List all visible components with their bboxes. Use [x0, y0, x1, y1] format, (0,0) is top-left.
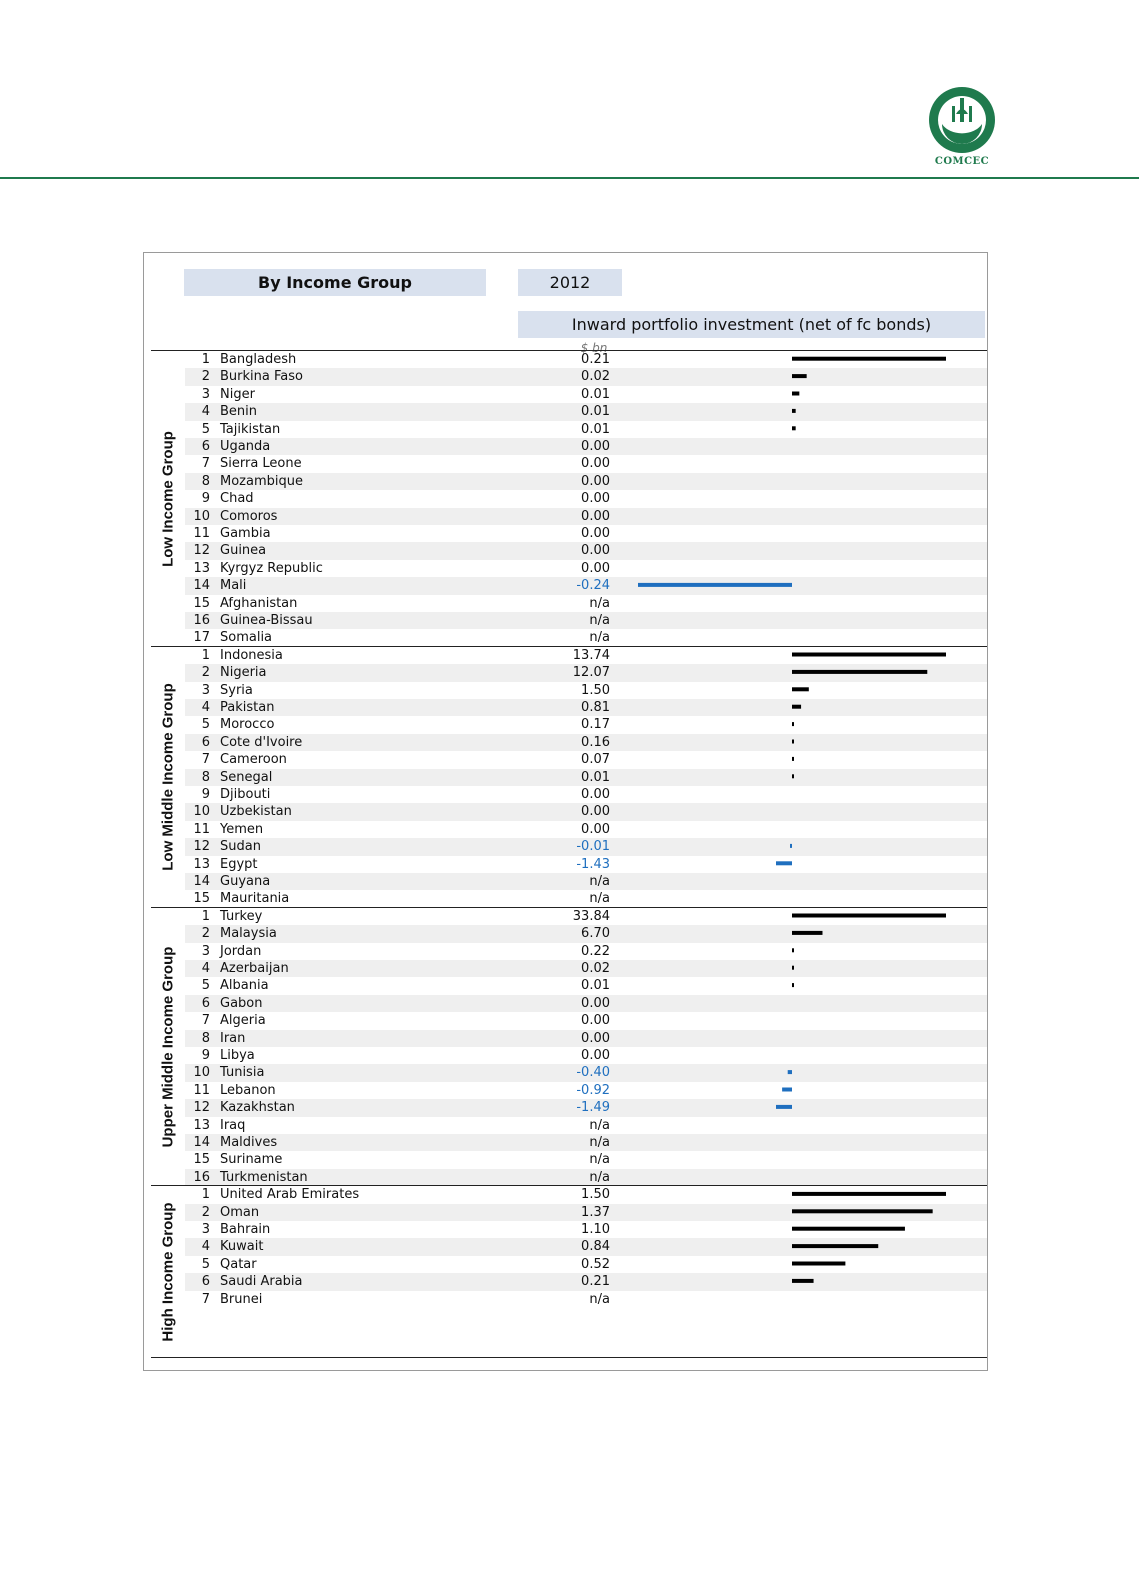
crescent-emblem-icon — [928, 84, 996, 156]
value-label: 0.00 — [581, 508, 610, 524]
value-label: 0.02 — [581, 960, 610, 976]
table-row — [185, 821, 987, 838]
rank: 10 — [193, 1065, 210, 1081]
rank: 3 — [201, 943, 210, 959]
country-name: Sierra Leone — [220, 456, 302, 472]
rank: 13 — [193, 856, 210, 872]
table-row — [185, 803, 987, 820]
country-name: Maldives — [220, 1134, 278, 1150]
rank: 9 — [201, 786, 210, 802]
rank: 2 — [201, 665, 210, 681]
value-label: -0.40 — [576, 1065, 610, 1081]
table-row — [185, 438, 987, 455]
country-name: Afghanistan — [220, 595, 298, 611]
country-name: Senegal — [220, 769, 273, 785]
value-label: 1.37 — [581, 1204, 610, 1220]
chart-year: 2012 — [518, 269, 622, 296]
chart-figure — [143, 252, 988, 1371]
value-label: -1.43 — [576, 856, 610, 872]
country-name: Niger — [220, 386, 255, 402]
value-label: 0.01 — [581, 978, 610, 994]
country-name: Mali — [220, 578, 247, 594]
table-row — [185, 838, 987, 855]
country-name: Malaysia — [220, 926, 277, 942]
value-label: 0.16 — [581, 734, 610, 750]
rank: 3 — [201, 386, 210, 402]
rank: 16 — [193, 1169, 210, 1185]
country-name: Iran — [220, 1030, 246, 1046]
country-name: Uzbekistan — [220, 804, 292, 820]
rank: 16 — [193, 613, 210, 628]
country-name: Guinea-Bissau — [220, 613, 313, 628]
table-row — [185, 1012, 987, 1029]
country-name: Bangladesh — [220, 352, 297, 367]
table-row — [185, 977, 987, 994]
rank: 12 — [193, 839, 210, 855]
table-row — [185, 856, 987, 873]
comcec-logo — [928, 84, 996, 174]
table-row — [185, 682, 987, 699]
rank: 8 — [201, 1030, 210, 1046]
rank: 4 — [201, 960, 210, 976]
table-row — [185, 421, 987, 438]
group-label: Low Income Group — [159, 430, 177, 567]
rank: 3 — [201, 1221, 210, 1237]
value-label: -0.92 — [576, 1082, 610, 1098]
rank: 10 — [193, 804, 210, 820]
group-label: Upper Middle Income Group — [159, 946, 177, 1148]
value-label: 0.02 — [581, 369, 610, 385]
value-label: -0.01 — [576, 839, 610, 855]
country-name: Kazakhstan — [220, 1100, 295, 1116]
rank: 6 — [201, 439, 210, 454]
rank: 4 — [201, 699, 210, 715]
rank: 11 — [193, 526, 210, 541]
country-name: Indonesia — [220, 647, 283, 663]
value-label: n/a — [589, 873, 610, 889]
value-label: 0.00 — [581, 1013, 610, 1029]
header-rule — [0, 177, 1139, 179]
group-label: High Income Group — [159, 1202, 177, 1342]
table-row — [185, 1186, 987, 1203]
rank: 6 — [201, 1274, 210, 1290]
value-label: 1.50 — [581, 682, 610, 698]
rank: 2 — [201, 1204, 210, 1220]
rank: 17 — [193, 630, 210, 646]
table-row — [185, 890, 987, 907]
value-label: 0.00 — [581, 456, 610, 472]
country-name: Brunei — [220, 1291, 263, 1307]
rank: 5 — [201, 1256, 210, 1272]
country-name: Lebanon — [220, 1082, 276, 1098]
value-label: 0.00 — [581, 786, 610, 802]
rank: 6 — [201, 734, 210, 750]
rank: 14 — [193, 578, 210, 594]
table-row — [185, 1047, 987, 1064]
country-name: Djibouti — [220, 786, 271, 802]
table-bottom-rule — [151, 1357, 987, 1358]
country-name: Burkina Faso — [220, 369, 303, 385]
value-label: 0.01 — [581, 421, 610, 437]
country-name: Gabon — [220, 995, 263, 1011]
rank: 13 — [193, 1117, 210, 1133]
value-label: 0.01 — [581, 386, 610, 402]
table-row — [185, 1030, 987, 1047]
rank: 13 — [193, 560, 210, 576]
table-row — [185, 960, 987, 977]
country-name: Egypt — [220, 856, 258, 872]
table-row — [185, 699, 987, 716]
rank: 7 — [201, 456, 210, 472]
table-row — [185, 1082, 987, 1099]
income-group — [151, 1185, 987, 1358]
value-label: n/a — [589, 1117, 610, 1133]
value-label: 0.01 — [581, 404, 610, 420]
rank: 2 — [201, 926, 210, 942]
country-name: Saudi Arabia — [220, 1274, 303, 1290]
value-label: n/a — [589, 1152, 610, 1168]
rank: 12 — [193, 1100, 210, 1116]
table-row — [185, 508, 987, 525]
value-label: 13.74 — [572, 647, 610, 663]
country-name: Turkey — [220, 908, 263, 924]
rank: 15 — [193, 891, 210, 907]
country-name: Gambia — [220, 526, 271, 541]
table-row — [185, 769, 987, 786]
rank: 1 — [201, 1187, 210, 1203]
rank: 6 — [201, 995, 210, 1011]
unit-label: $ bn — [580, 341, 608, 355]
value-label: 0.84 — [581, 1239, 610, 1255]
table-row — [185, 629, 987, 646]
value-label: n/a — [589, 595, 610, 611]
country-name: Pakistan — [220, 699, 275, 715]
value-label: 0.00 — [581, 995, 610, 1011]
table-row — [185, 1291, 987, 1308]
country-name: Tajikistan — [220, 421, 281, 437]
table-row — [185, 612, 987, 629]
rank: 9 — [201, 1047, 210, 1063]
rank: 14 — [193, 1134, 210, 1150]
rank: 7 — [201, 1013, 210, 1029]
country-name: United Arab Emirates — [220, 1187, 360, 1203]
table-row — [185, 351, 987, 368]
value-label: 0.81 — [581, 699, 610, 715]
rank: 9 — [201, 491, 210, 507]
table-row — [185, 873, 987, 890]
table-row — [185, 664, 987, 681]
country-name: Mauritania — [220, 891, 290, 907]
value-label: n/a — [589, 613, 610, 628]
country-name: Comoros — [220, 508, 278, 524]
rank: 1 — [201, 352, 210, 367]
rank: 10 — [193, 508, 210, 524]
value-label: 0.00 — [581, 804, 610, 820]
rank: 11 — [193, 821, 210, 837]
country-name: Nigeria — [220, 665, 267, 681]
series-label: Inward portfolio investment (net of fc bonds) — [518, 311, 985, 338]
country-name: Mozambique — [220, 473, 303, 489]
table-row — [185, 786, 987, 803]
table-row — [185, 542, 987, 559]
table-row — [185, 1151, 987, 1168]
value-label: 0.21 — [581, 1274, 610, 1290]
country-name: Turkmenistan — [220, 1169, 308, 1185]
table-row — [185, 403, 987, 420]
value-label: n/a — [589, 891, 610, 907]
country-name: Qatar — [220, 1256, 257, 1272]
table-row — [185, 1134, 987, 1151]
country-name: Benin — [220, 404, 258, 420]
table-row — [185, 1117, 987, 1134]
table-row — [185, 995, 987, 1012]
country-name: Cameroon — [220, 752, 287, 768]
table-row — [185, 751, 987, 768]
value-label: 1.10 — [581, 1221, 610, 1237]
rank: 15 — [193, 595, 210, 611]
table-row — [185, 1238, 987, 1255]
value-label: 0.00 — [581, 560, 610, 576]
income-group — [151, 350, 987, 647]
value-label: 0.00 — [581, 543, 610, 559]
income-group — [151, 907, 987, 1186]
value-label: 0.00 — [581, 439, 610, 454]
rank: 4 — [201, 404, 210, 420]
table-row — [185, 455, 987, 472]
value-label: 0.52 — [581, 1256, 610, 1272]
value-label: 0.00 — [581, 1030, 610, 1046]
rank: 1 — [201, 908, 210, 924]
table-row — [185, 1099, 987, 1116]
table-row — [185, 908, 987, 925]
country-name: Uganda — [220, 439, 271, 454]
table-row — [185, 734, 987, 751]
rank: 8 — [201, 769, 210, 785]
logo-text: COMCEC — [934, 156, 990, 167]
value-label: 6.70 — [581, 926, 610, 942]
table-row — [185, 525, 987, 542]
value-label: n/a — [589, 1291, 610, 1307]
value-label: n/a — [589, 630, 610, 646]
country-name: Cote d'Ivoire — [220, 734, 303, 750]
country-name: Suriname — [220, 1152, 283, 1168]
value-label: 0.00 — [581, 491, 610, 507]
table-row — [185, 647, 987, 664]
table-row — [185, 1064, 987, 1081]
country-name: Somalia — [220, 630, 273, 646]
rank: 5 — [201, 978, 210, 994]
value-label: -1.49 — [576, 1100, 610, 1116]
value-label: 0.17 — [581, 717, 610, 733]
country-name: Sudan — [220, 839, 261, 855]
country-name: Libya — [220, 1047, 255, 1063]
table-row — [185, 1273, 987, 1290]
value-label: 0.01 — [581, 769, 610, 785]
table-row — [185, 1169, 987, 1186]
country-name: Oman — [220, 1204, 260, 1220]
table-row — [185, 943, 987, 960]
rank: 1 — [201, 647, 210, 663]
rank: 14 — [193, 873, 210, 889]
table-row — [185, 1221, 987, 1238]
table-row — [185, 1204, 987, 1221]
value-label: n/a — [589, 1169, 610, 1185]
table-row — [185, 560, 987, 577]
table-row — [185, 595, 987, 612]
table-row — [185, 925, 987, 942]
country-name: Albania — [220, 978, 269, 994]
table-row — [185, 490, 987, 507]
rank: 11 — [193, 1082, 210, 1098]
table-row — [185, 473, 987, 490]
group-label: Low Middle Income Group — [159, 683, 177, 872]
income-group — [151, 646, 987, 908]
value-label: 0.07 — [581, 752, 610, 768]
country-name: Syria — [220, 682, 253, 698]
country-name: Tunisia — [220, 1065, 265, 1081]
rank: 5 — [201, 421, 210, 437]
value-label: 1.50 — [581, 1187, 610, 1203]
country-name: Kyrgyz Republic — [220, 560, 323, 576]
value-label: 0.22 — [581, 943, 610, 959]
country-name: Iraq — [220, 1117, 246, 1133]
country-name: Bahrain — [220, 1221, 271, 1237]
country-name: Morocco — [220, 717, 275, 733]
rank: 8 — [201, 473, 210, 489]
rank: 15 — [193, 1152, 210, 1168]
country-name: Guinea — [220, 543, 267, 559]
rank: 12 — [193, 543, 210, 559]
country-name: Guyana — [220, 873, 271, 889]
rank: 3 — [201, 682, 210, 698]
chart-title: By Income Group — [184, 269, 486, 296]
country-name: Jordan — [220, 943, 262, 959]
rank: 7 — [201, 752, 210, 768]
table-row — [185, 386, 987, 403]
rank: 5 — [201, 717, 210, 733]
country-name: Algeria — [220, 1013, 266, 1029]
value-label: -0.24 — [576, 578, 610, 594]
table-row — [185, 1256, 987, 1273]
value-label: 0.00 — [581, 526, 610, 541]
table-row — [185, 368, 987, 385]
country-name: Azerbaijan — [220, 960, 289, 976]
table-row — [185, 577, 987, 594]
country-name: Yemen — [220, 821, 264, 837]
rank: 7 — [201, 1291, 210, 1307]
value-label: 33.84 — [572, 908, 610, 924]
value-label: n/a — [589, 1134, 610, 1150]
country-name: Chad — [220, 491, 254, 507]
rank: 4 — [201, 1239, 210, 1255]
rank: 2 — [201, 369, 210, 385]
table-row — [185, 716, 987, 733]
value-label: 0.00 — [581, 821, 610, 837]
value-label: 0.00 — [581, 473, 610, 489]
value-label: 12.07 — [572, 665, 610, 681]
value-label: 0.21 — [581, 352, 610, 367]
country-name: Kuwait — [220, 1239, 264, 1255]
value-label: 0.00 — [581, 1047, 610, 1063]
